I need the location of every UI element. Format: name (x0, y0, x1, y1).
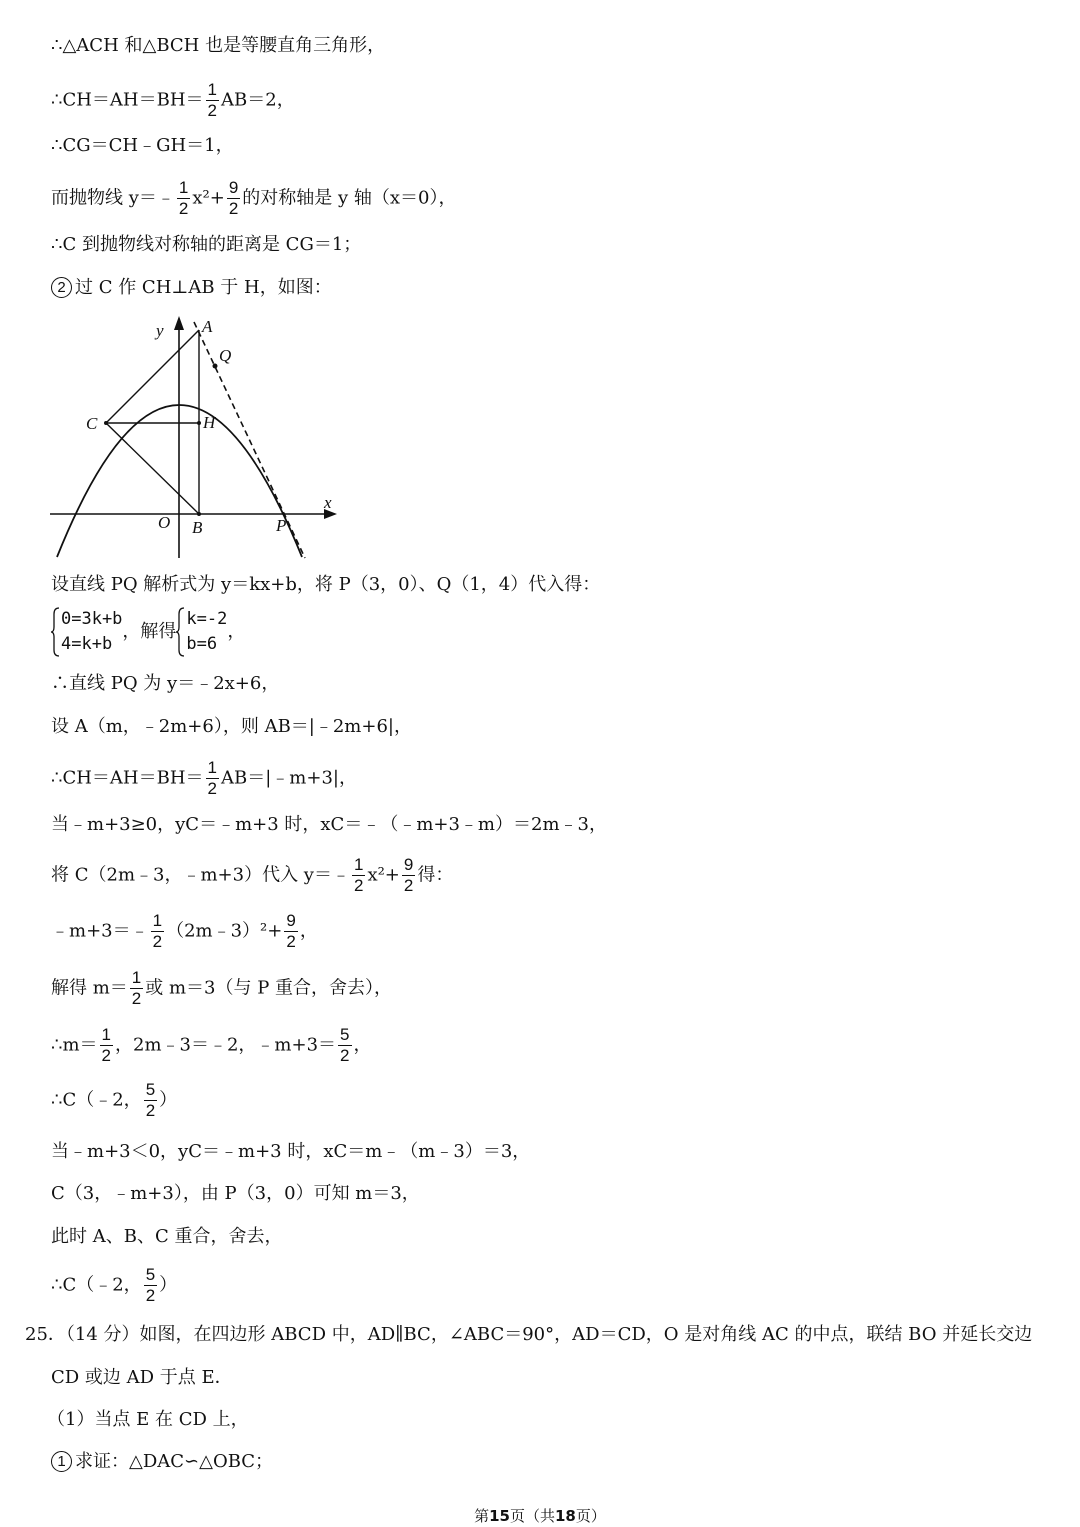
label-h: H (203, 413, 216, 432)
fraction-half: $\frac{1}{2}$ (353, 855, 364, 895)
total-pages: 18 (555, 1507, 576, 1525)
question-25-line: 25．（14 分）如图，在四边形 ABCD 中，AD∥BC，∠ABC＝90°，AD＝CD，O 是对角线 AC 的中点，联结 BO 并延长交边 (25, 1324, 1033, 1345)
label-x: x (324, 493, 332, 512)
circled-number: 1 (51, 1451, 72, 1472)
text-line-9: ∴直线 PQ 为 y＝﹣2x+6， (51, 673, 280, 694)
text-line-18: 当﹣m+3＜0，yC＝﹣m+3 时，xC＝m﹣（m﹣3）＝3， (51, 1141, 531, 1162)
fraction-five-half: $\frac{5}{2}$ (145, 1265, 156, 1305)
label-p: P (276, 516, 287, 535)
parabola-figure (40, 308, 350, 563)
text-line-19: C（3，﹣m+3），由 P（3，0）可知 m＝3， (51, 1183, 420, 1204)
text-line-17: ∴C（﹣2， $\frac{5}{2}$ ） (51, 1080, 178, 1120)
fraction-nine-half: $\frac{9}{2}$ (228, 178, 239, 218)
equation-system-line: 0=3k+b 4=k+b ，解得 k=-2 b=6 ， (51, 606, 245, 658)
text-line-21: ∴C（﹣2， $\frac{5}{2}$ ） (51, 1265, 178, 1305)
fraction-half: $\frac{1}{2}$ (207, 758, 218, 798)
text-line-16: ∴m＝ $\frac{1}{2}$ ，2m﹣3＝﹣2，﹣m+3＝ $\frac{5}{2}$ ， (51, 1025, 372, 1065)
point-h (197, 421, 201, 425)
fraction-nine-half: $\frac{9}{2}$ (403, 855, 414, 895)
fraction-half: $\frac{1}{2}$ (178, 178, 189, 218)
text-line-12: 当﹣m+3≥0，yC＝﹣m+3 时，xC＝﹣（﹣m+3﹣m）＝2m﹣3， (51, 814, 607, 835)
label-a: A (202, 317, 213, 336)
fraction-five-half: $\frac{5}{2}$ (145, 1080, 156, 1120)
fraction-half: $\frac{1}{2}$ (207, 80, 218, 120)
fraction-half: $\frac{1}{2}$ (131, 968, 142, 1008)
equation-system-solution: k=-2 b=6 (176, 607, 227, 657)
text-line-1: ∴△ACH 和△BCH 也是等腰直角三角形， (51, 35, 386, 56)
circled-number: 2 (51, 277, 72, 298)
text-line-23: CD 或边 AD 于点 E． (51, 1367, 233, 1388)
point-q (213, 364, 218, 369)
label-o: O (158, 513, 171, 532)
text-line-7: 设直线 PQ 解析式为 y＝kx+b，将 P（3，0）、Q（1，4）代入得： (51, 574, 601, 595)
text-line-3: ∴CG＝CH﹣GH＝1， (51, 135, 234, 156)
equation-system-given: 0=3k+b 4=k+b (51, 607, 122, 657)
label-q: Q (219, 346, 232, 365)
label-b: B (192, 518, 203, 537)
text-line-15: 解得 m＝ $\frac{1}{2}$ 或 m＝3（与 P 重合，舍去）， (51, 968, 393, 1008)
text-line-5: ∴C 到抛物线对称轴的距离是 CG＝1； (51, 234, 362, 255)
text-line-10: 设 A（m，﹣2m+6），则 AB＝|﹣2m+6|， (51, 716, 412, 737)
text-line-2: ∴CH＝AH＝BH＝ $\frac{1}{2}$ AB＝2， (51, 80, 295, 120)
text-line-20: 此时 A、B、C 重合，舍去， (51, 1226, 283, 1247)
text-line-4: 而抛物线 y＝﹣ $\frac{1}{2}$ x²+ $\frac{9}{2}$ 的对称轴是 y 轴（x＝0）， (51, 178, 457, 218)
point-b (197, 512, 201, 516)
y-axis-arrow (174, 316, 184, 330)
text-line-13: 将 C（2m﹣3，﹣m+3）代入 y＝﹣ $\frac{1}{2}$ x²+ $\frac{9}{2}$ 得： (51, 855, 454, 895)
text-line-24: （1）当点 E 在 CD 上， (47, 1409, 249, 1430)
page-number: 15 (489, 1507, 510, 1525)
label-c: C (86, 414, 98, 433)
text-line-14: ﹣m+3＝﹣ $\frac{1}{2}$ （2m﹣3）²+ $\frac{9}{2}$ ， (51, 911, 318, 951)
segment-ca (106, 330, 199, 423)
text-line-11: ∴CH＝AH＝BH＝ $\frac{1}{2}$ AB＝|﹣m+3|， (51, 758, 357, 798)
fraction-five-half: $\frac{5}{2}$ (340, 1025, 350, 1065)
segment-cb (106, 423, 199, 514)
fraction-half: $\frac{1}{2}$ (152, 911, 163, 951)
label-y: y (156, 321, 164, 340)
fraction-nine-half: $\frac{9}{2}$ (286, 911, 296, 951)
text-line-6: 2 过 C 作 CH⊥AB 于 H，如图： (51, 276, 332, 300)
point-c (104, 421, 108, 425)
line-pq-dashed (194, 322, 305, 558)
page-footer: 第15页（共18页） (474, 1507, 606, 1525)
fraction-half: $\frac{1}{2}$ (101, 1025, 111, 1065)
text-line-25: 1 求证：△DAC∽△OBC； (51, 1450, 273, 1474)
